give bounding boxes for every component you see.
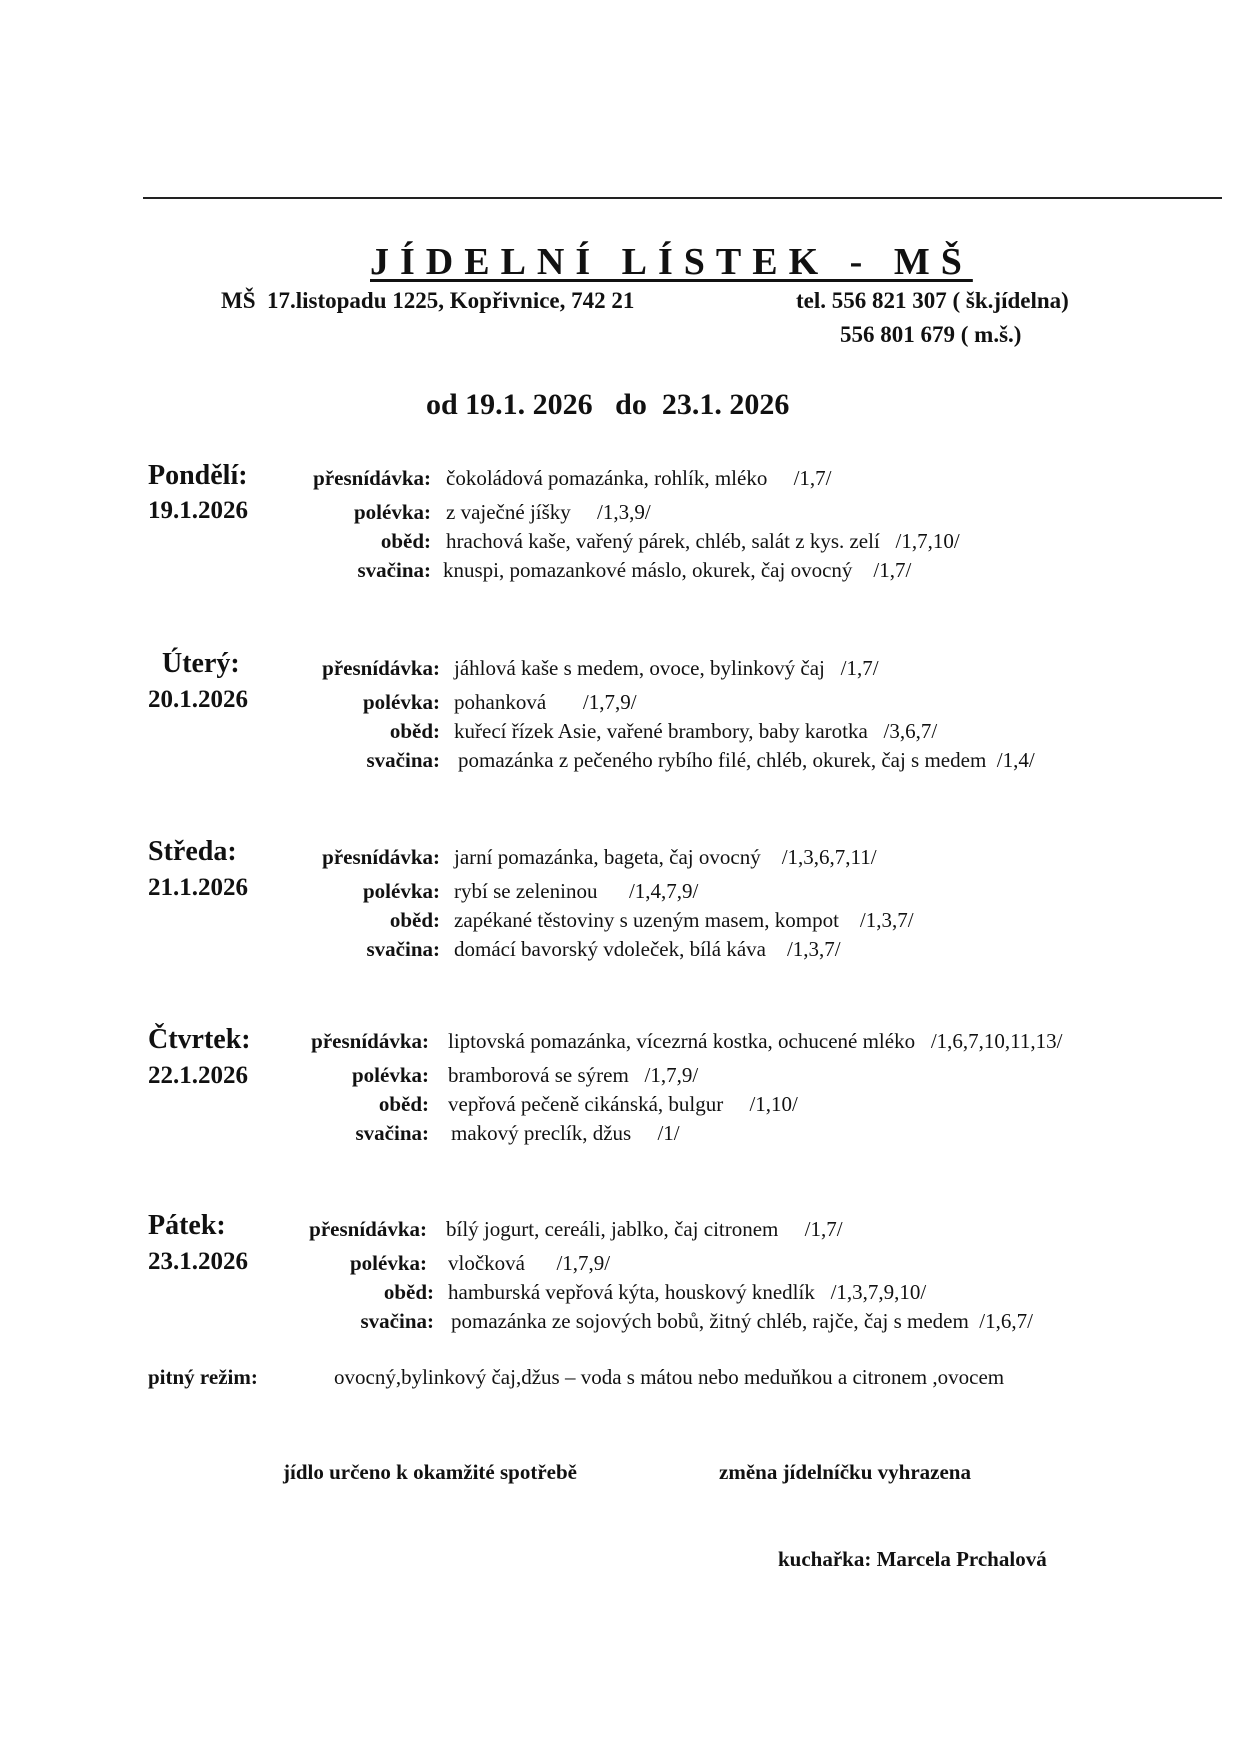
meal-text: bílý jogurt, cereáli, jablko, čaj citronem /1,7/ bbox=[446, 1217, 843, 1241]
day-name: Pátek: bbox=[148, 1210, 226, 1241]
meal-text: hrachová kaše, vařený párek, chléb, salát z kys. zelí /1,7,10/ bbox=[446, 529, 960, 553]
page-title: JÍDELNÍ LÍSTEK - MŠ bbox=[370, 241, 973, 283]
day-date: 22.1.2026 bbox=[148, 1062, 248, 1089]
meal-label: polévka: bbox=[353, 500, 431, 524]
meal-text: zapékané těstoviny s uzeným masem, kompot /1,3,7/ bbox=[454, 908, 914, 932]
day-name: Středa: bbox=[148, 836, 237, 867]
meal-label: polévka: bbox=[362, 879, 440, 903]
meal-label: polévka: bbox=[362, 690, 440, 714]
meal-text: pomazánka ze sojových bobů, žitný chléb, rajče, čaj s medem /1,6,7/ bbox=[451, 1309, 1033, 1333]
phone-kitchen: tel. 556 821 307 ( šk.jídelna) bbox=[796, 288, 1069, 313]
meal-label: oběd: bbox=[380, 529, 431, 553]
day-name: Pondělí: bbox=[148, 460, 248, 491]
meal-text: domácí bavorský vdoleček, bílá káva /1,3,7/ bbox=[454, 937, 841, 961]
meal-label: oběd: bbox=[378, 1092, 429, 1116]
meal-label: svačina: bbox=[360, 1309, 434, 1333]
meal-text: makový preclík, džus /1/ bbox=[451, 1121, 680, 1145]
meal-label: přesnídávka: bbox=[311, 1029, 429, 1053]
consume-immediately-note: jídlo určeno k okamžité spotřebě bbox=[283, 1460, 577, 1484]
meal-text: pohanková /1,7,9/ bbox=[454, 690, 637, 714]
meal-label: svačina: bbox=[355, 1121, 429, 1145]
meal-text: z vaječné jíšky /1,3,9/ bbox=[446, 500, 651, 524]
meal-text: bramborová se sýrem /1,7,9/ bbox=[448, 1063, 699, 1087]
day-date: 23.1.2026 bbox=[148, 1248, 248, 1275]
day-date: 21.1.2026 bbox=[148, 874, 248, 901]
phone-school: 556 801 679 ( m.š.) bbox=[840, 322, 1022, 347]
day-name: Čtvrtek: bbox=[148, 1024, 251, 1055]
meal-text: liptovská pomazánka, vícezrná kostka, ochucené mléko /1,6,7,10,11,13/ bbox=[448, 1029, 1063, 1053]
day-name: Úterý: bbox=[162, 648, 240, 679]
meal-label: polévka: bbox=[349, 1251, 427, 1275]
meal-label: přesnídávka: bbox=[322, 845, 440, 869]
meal-text: rybí se zeleninou /1,4,7,9/ bbox=[454, 879, 699, 903]
meal-text: pomazánka z pečeného rybího filé, chléb, okurek, čaj s medem /1,4/ bbox=[458, 748, 1035, 772]
cook-signature: kuchařka: Marcela Prchalová bbox=[778, 1547, 1047, 1571]
top-rule bbox=[143, 197, 1222, 199]
meal-label: svačina: bbox=[366, 937, 440, 961]
meal-text: jáhlová kaše s medem, ovoce, bylinkový čaj /1,7/ bbox=[454, 656, 879, 680]
day-date: 20.1.2026 bbox=[148, 686, 248, 713]
meal-label: polévka: bbox=[351, 1063, 429, 1087]
meal-text: hamburská vepřová kýta, houskový knedlík /1,3,7,9,10/ bbox=[448, 1280, 927, 1304]
date-range: od 19.1. 2026 do 23.1. 2026 bbox=[426, 388, 790, 421]
menu-change-note: změna jídelníčku vyhrazena bbox=[719, 1460, 971, 1484]
meal-text: čokoládová pomazánka, rohlík, mléko /1,7/ bbox=[446, 466, 832, 490]
meal-label: přesnídávka: bbox=[309, 1217, 427, 1241]
meal-text: knuspi, pomazankové máslo, okurek, čaj ovocný /1,7/ bbox=[443, 558, 912, 582]
meal-label: svačina: bbox=[366, 748, 440, 772]
drinks-text: ovocný,bylinkový čaj,džus – voda s mátou nebo meduňkou a citronem ,ovocem bbox=[334, 1365, 1005, 1389]
meal-label: oběd: bbox=[383, 1280, 434, 1304]
meal-label: oběd: bbox=[389, 908, 440, 932]
drinks-label: pitný režim: bbox=[148, 1365, 258, 1389]
meal-label: oběd: bbox=[389, 719, 440, 743]
meal-text: vepřová pečeně cikánská, bulgur /1,10/ bbox=[448, 1092, 798, 1116]
meal-text: kuřecí řízek Asie, vařené brambory, baby karotka /3,6,7/ bbox=[454, 719, 938, 743]
meal-label: přesnídávka: bbox=[313, 466, 431, 490]
meal-text: vločková /1,7,9/ bbox=[448, 1251, 611, 1275]
meal-text: jarní pomazánka, bageta, čaj ovocný /1,3,6,7,11/ bbox=[454, 845, 877, 869]
meal-label: přesnídávka: bbox=[322, 656, 440, 680]
school-address: MŠ 17.listopadu 1225, Kopřivnice, 742 21 bbox=[221, 288, 635, 313]
meal-label: svačina: bbox=[357, 558, 431, 582]
day-date: 19.1.2026 bbox=[148, 497, 248, 524]
